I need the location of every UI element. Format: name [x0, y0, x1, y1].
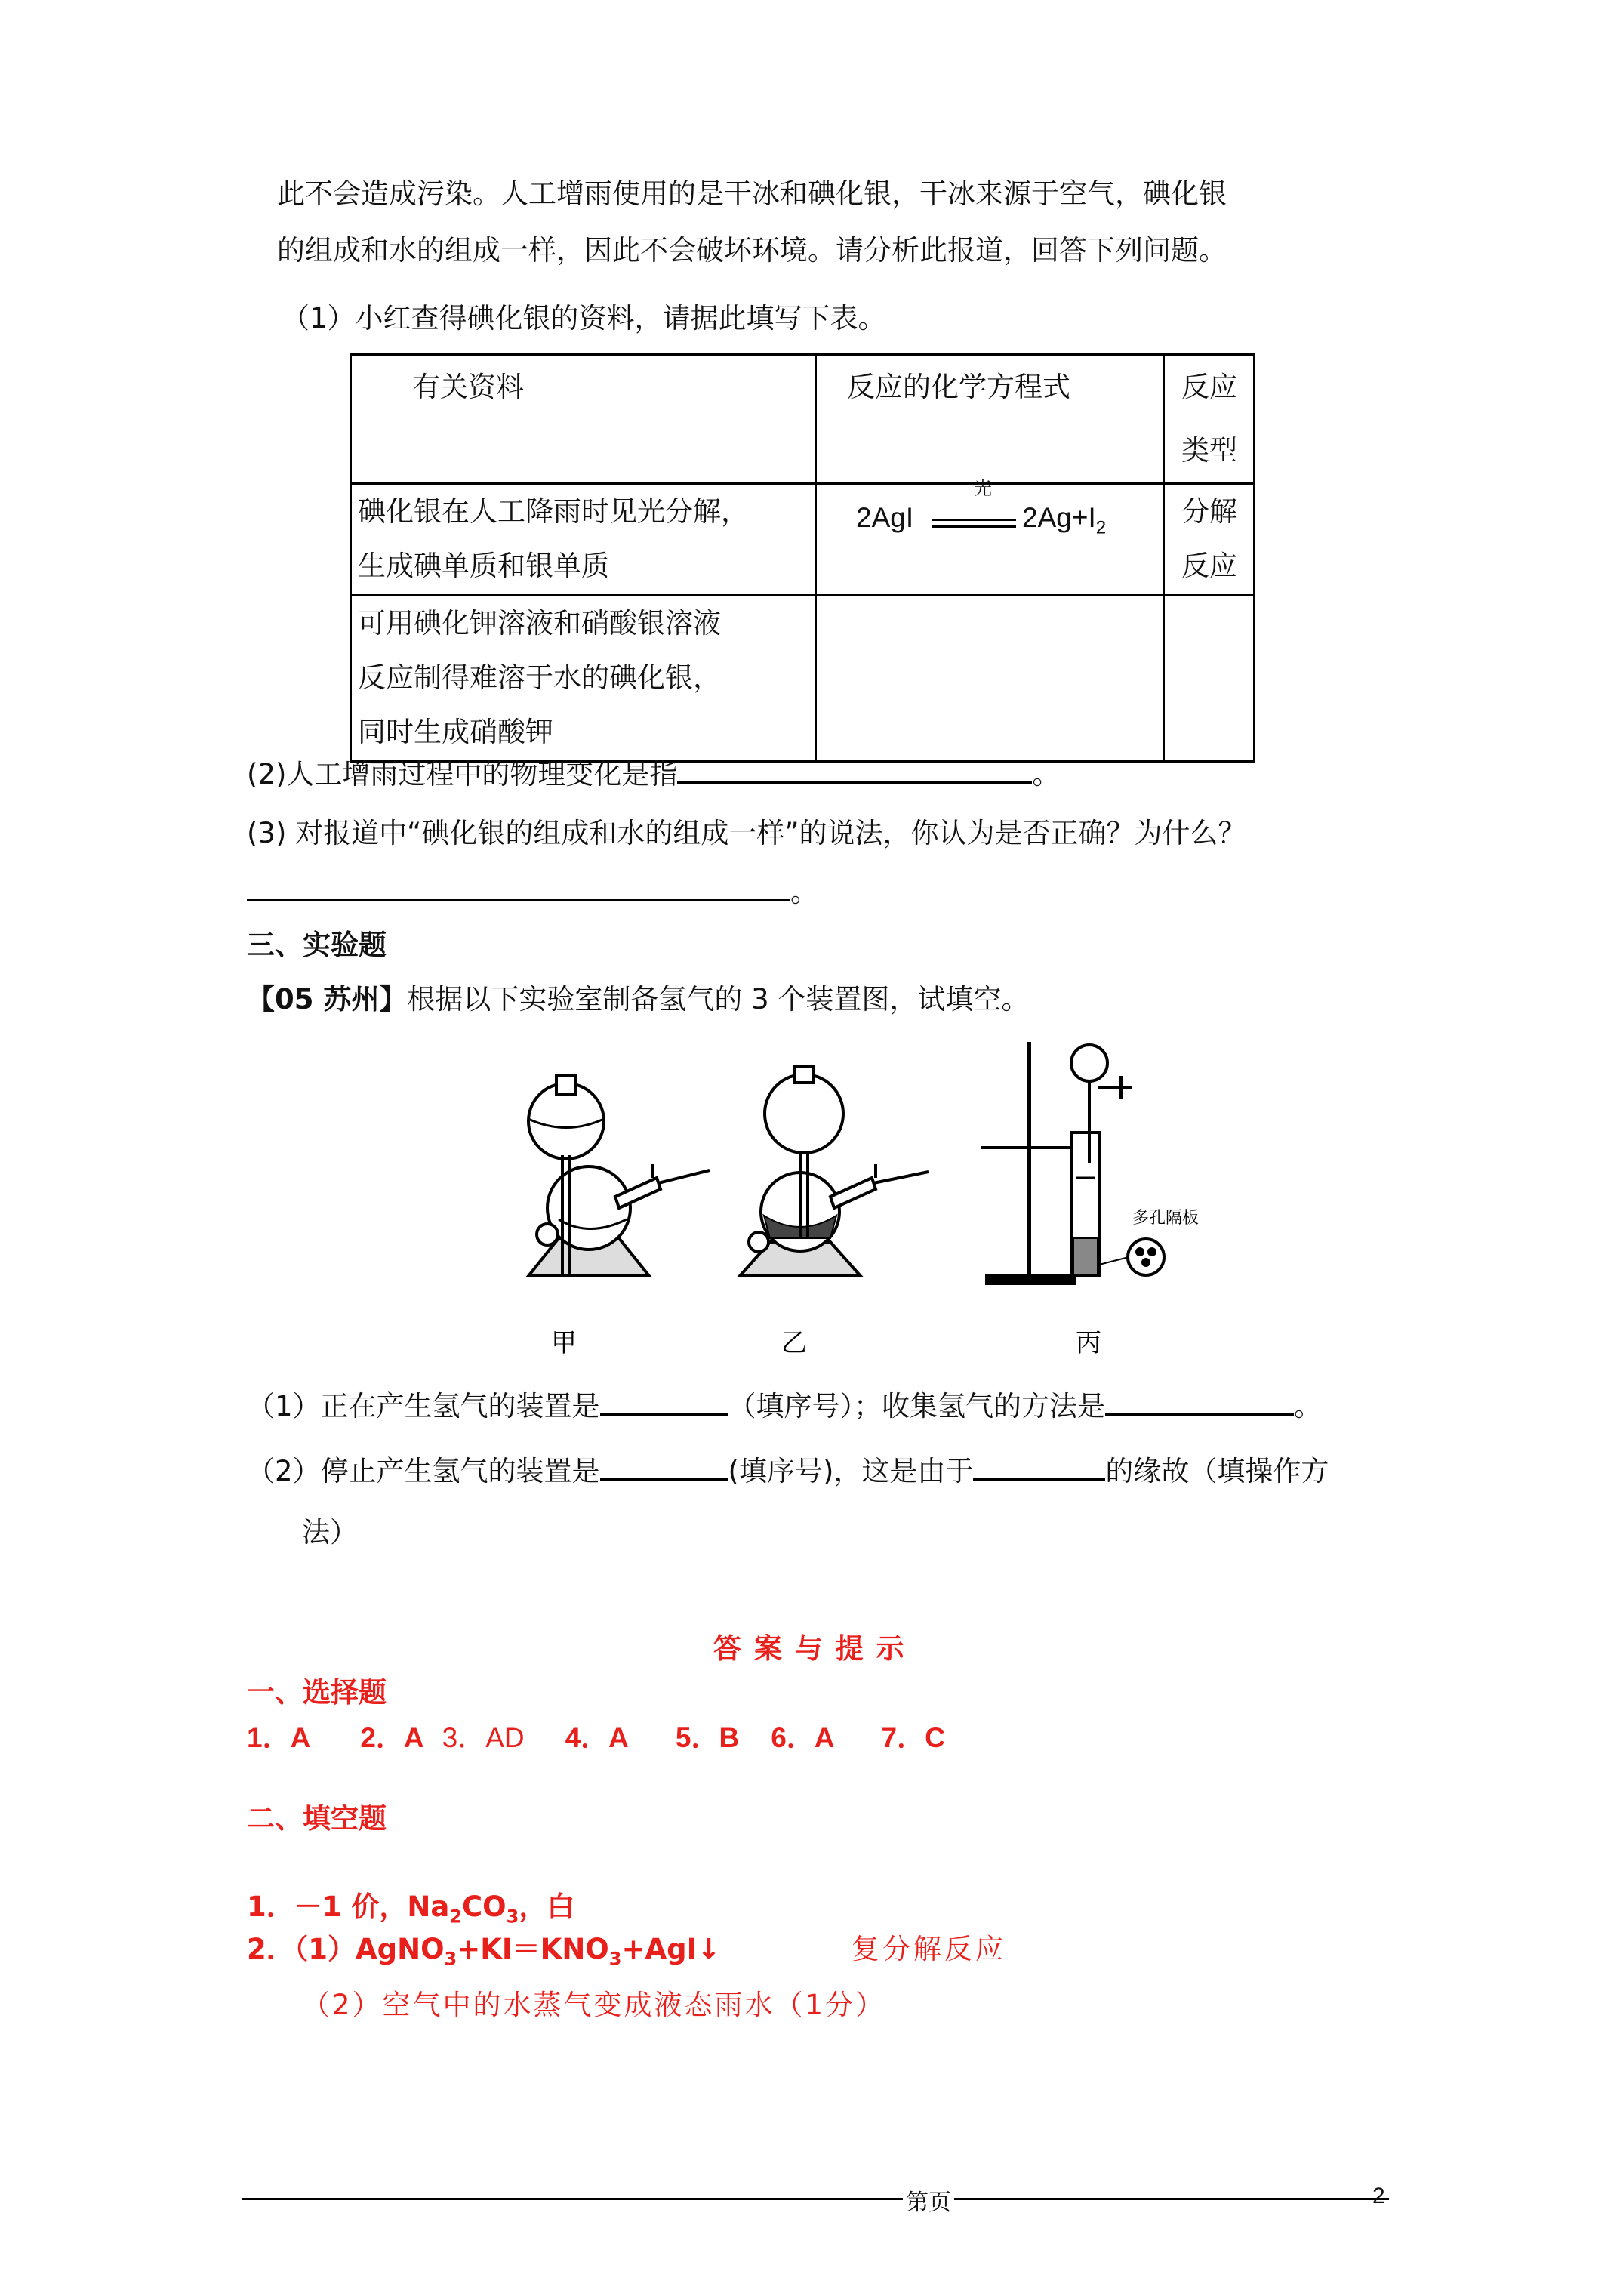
eq-left: 2AgI	[856, 502, 914, 533]
eq-line-top	[932, 519, 1016, 521]
answer-item: 1．A	[247, 1722, 311, 1753]
exp-q1-text-a: （1）正在产生氢气的装置是	[247, 1390, 600, 1422]
answer-fill-2-sub2: 3	[608, 1948, 622, 1970]
row1-info-line2: 生成碘单质和银单质	[358, 550, 609, 582]
answers-section-1-title: 一、选择题	[247, 1676, 387, 1709]
answer-blank-q3[interactable]	[247, 875, 790, 901]
question-2	[247, 757, 1060, 793]
table-cell-type-empty	[1164, 596, 1255, 762]
answer-fill-2-part2: （2）空气中的水蒸气变成液态雨水（1分）	[302, 1989, 886, 2021]
label-jia: 甲	[551, 1328, 577, 1358]
answer-fill-1-sub2: 3	[506, 1906, 519, 1928]
answer-blank-exp1a[interactable]	[600, 1389, 728, 1416]
table-cell-info	[351, 596, 816, 762]
answer-item: 3．AD	[442, 1722, 525, 1753]
eq-right-text: 2Ag+I	[1022, 502, 1096, 533]
question-2-text: (2)人工增雨过程中的物理变化是指	[247, 758, 678, 791]
table-cell-info	[351, 484, 816, 596]
footer-rule	[242, 2198, 1389, 2200]
answer-fill-2-sub1: 3	[444, 1948, 457, 1970]
answer-blank-exp2a[interactable]	[600, 1454, 728, 1481]
answer-item: 4．A	[565, 1722, 629, 1753]
eq-line-bottom	[932, 525, 1016, 528]
label-bing: 丙	[1076, 1328, 1101, 1358]
table-header-equation: 反应的化学方程式	[816, 355, 1164, 484]
question-3: (3) 对报道中“碘化银的组成和水的组成一样”的说法，你认为是否正确？为什么？	[247, 817, 1246, 849]
table-header-type: 反应类型	[1164, 355, 1255, 484]
eq-right-sub: 2	[1095, 517, 1107, 538]
intro-line-1: 此不会造成污染。人工增雨使用的是干冰和碘化银，干冰来源于空气，碘化银	[277, 177, 1227, 210]
suzhou-question	[247, 982, 1029, 1018]
question-3-suffix: 。	[790, 876, 818, 908]
answer-fill-2-prefix: 2．（1）AgNO	[247, 1933, 445, 1965]
hydrogen-apparatus-figure	[483, 1034, 1200, 1367]
answer-fill-1-sub1: 2	[449, 1906, 463, 1928]
exp-q1-text-b: （填序号）；收集氢气的方法是	[728, 1390, 1106, 1422]
question-1-label: （1）小红查得碘化银的资料，请据此填写下表。	[282, 302, 886, 334]
answer-fill-2-type: 复分解反应	[852, 1933, 1006, 1965]
exp-q2-text-c: 的缘故（填操作方	[1105, 1455, 1329, 1487]
answer-item: 5．B	[675, 1722, 740, 1753]
answer-blank-q2[interactable]	[677, 757, 1032, 784]
apparatus-yi	[740, 1066, 929, 1276]
question-3-answer-line	[247, 874, 818, 911]
row2-info-line2: 反应制得难溶于水的碘化银，	[358, 661, 721, 694]
answers-title: 答 案 与 提 示	[713, 1632, 906, 1665]
answers-section-2-title: 二、填空题	[247, 1802, 387, 1835]
answer-fill-1	[247, 1889, 574, 1934]
silver-iodide-table	[350, 353, 1255, 763]
eq-condition: 光	[974, 478, 992, 499]
suzhou-question-text: 根据以下实验室制备氢气的 3 个装置图，试填空。	[407, 983, 1030, 1015]
question-source: 【05 苏州】	[247, 983, 408, 1015]
answer-fill-2	[247, 1931, 720, 1977]
row2-info-line3: 同时生成硝酸钾	[358, 716, 553, 748]
intro-line-2: 的组成和水的组成一样，因此不会破坏环境。请分析此报道，回答下列问题。	[277, 234, 1227, 267]
row2-info-line1: 可用碘化钾溶液和硝酸银溶液	[358, 607, 721, 639]
exp-q1-text-c: 。	[1294, 1390, 1323, 1422]
eq-right	[1022, 491, 1106, 555]
exp-q2-text-a: （2）停止产生氢气的装置是	[247, 1455, 600, 1487]
answers-choice-list	[247, 1720, 945, 1756]
answer-item: 7．C	[881, 1722, 945, 1753]
answer-fill-1-mid: CO	[462, 1891, 507, 1923]
section-3-title: 三、实验题	[247, 929, 387, 961]
table-cell-type: 分解反应	[1164, 484, 1255, 596]
footer-page-number: 2	[1372, 2184, 1385, 2208]
table-row	[351, 596, 1255, 762]
question-2-suffix: 。	[1032, 758, 1061, 791]
answer-item: 2．A	[360, 1722, 424, 1753]
table-header-row	[351, 355, 1255, 484]
experiment-question-2-cont: 法）	[302, 1516, 358, 1549]
table-header-info: 有关资料	[351, 355, 816, 484]
answer-blank-exp1b[interactable]	[1105, 1389, 1294, 1416]
footer-page-label: 第页	[903, 2184, 954, 2217]
experiment-question-2	[247, 1453, 1329, 1490]
answer-item: 6．A	[771, 1722, 835, 1753]
answer-fill-1-prefix: 1．－1 价，Na	[247, 1891, 450, 1923]
experiment-question-1	[247, 1388, 1322, 1425]
label-yi: 乙	[781, 1328, 807, 1358]
answer-fill-2-mid: +KI＝KNO	[457, 1933, 609, 1965]
porous-plate-label: 多孔隔板	[1132, 1209, 1200, 1228]
row1-info-line1: 碘化银在人工降雨时见光分解，	[358, 495, 749, 528]
answer-blank-exp2b[interactable]	[973, 1454, 1105, 1481]
answer-fill-2-suffix: +AgI↓	[621, 1933, 721, 1965]
table-cell-equation-empty	[816, 596, 1164, 762]
apparatus-jia	[528, 1076, 710, 1276]
table-row	[351, 484, 1255, 596]
exp-q2-text-b: (填序号)，这是由于	[728, 1455, 974, 1487]
table-cell-equation	[816, 478, 1164, 596]
apparatus-bing	[981, 1042, 1164, 1285]
answer-fill-1-suffix: ，白	[519, 1891, 575, 1923]
